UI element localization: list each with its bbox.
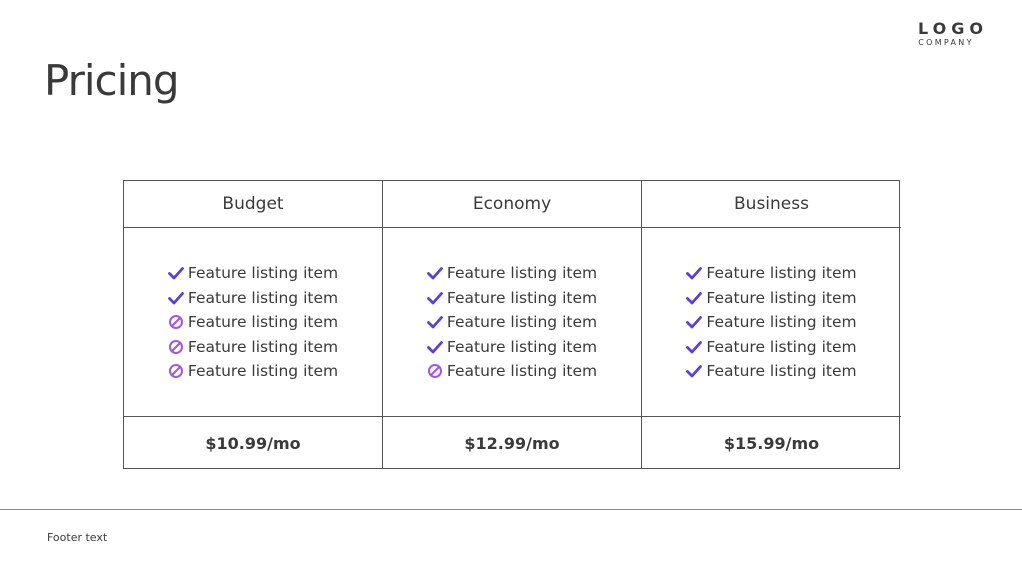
plan-price-business [642, 417, 901, 469]
footer-text: Footer text [47, 531, 108, 544]
feature-label: Feature listing item [446, 264, 598, 282]
feature-item [427, 313, 597, 332]
check-icon [686, 265, 702, 281]
feature-label: Feature listing item [187, 362, 339, 380]
feature-label: Feature listing item [706, 362, 857, 380]
price-label: $15.99/mo [723, 433, 820, 453]
plan-header-economy [383, 181, 642, 228]
feature-item [427, 337, 597, 356]
check-icon [686, 339, 702, 355]
plan-price-budget [124, 417, 383, 469]
feature-label: Feature listing item [446, 288, 598, 307]
logo-wordmark: LOGO [918, 19, 988, 38]
feature-label: Feature listing item [706, 288, 857, 307]
feature-label: Feature listing item [187, 313, 339, 331]
check-icon [427, 314, 443, 330]
feature-item [686, 313, 856, 332]
not-included-icon [427, 363, 443, 379]
feature-label: Feature listing item [187, 264, 339, 282]
footer-divider [0, 509, 1022, 510]
feature-label: Feature listing item [187, 337, 339, 356]
feature-label: Feature listing item [446, 362, 598, 380]
feature-item [168, 264, 338, 283]
page-title: Pricing [44, 56, 179, 105]
feature-list [427, 264, 597, 381]
check-icon [686, 363, 702, 379]
feature-item [168, 337, 338, 356]
feature-label: Feature listing item [187, 288, 339, 307]
feature-item [686, 337, 856, 356]
check-icon [427, 290, 443, 306]
feature-item [168, 362, 338, 381]
price-label: $10.99/mo [205, 433, 301, 453]
feature-label: Feature listing item [446, 337, 598, 356]
logo-subtitle: COMPANY [918, 38, 974, 47]
feature-item [427, 288, 597, 307]
pricing-table [123, 180, 900, 469]
check-icon [686, 314, 702, 330]
check-icon [168, 265, 184, 281]
feature-label: Feature listing item [706, 337, 857, 356]
check-icon [427, 265, 443, 281]
feature-label: Feature listing item [706, 264, 857, 282]
not-included-icon [168, 339, 184, 355]
feature-list [686, 264, 856, 381]
plan-features-budget [124, 228, 383, 417]
feature-item [427, 362, 597, 381]
feature-list [168, 264, 338, 381]
price-label: $12.99/mo [464, 433, 560, 453]
plan-header-budget [124, 181, 383, 228]
feature-label: Feature listing item [446, 313, 598, 331]
check-icon [427, 339, 443, 355]
feature-item [427, 264, 597, 283]
feature-item [686, 362, 856, 381]
feature-item [686, 288, 856, 307]
plan-features-business [642, 228, 901, 417]
feature-item [168, 288, 338, 307]
plan-price-economy [383, 417, 642, 469]
not-included-icon [168, 363, 184, 379]
plan-header-business [642, 181, 901, 228]
feature-item [168, 313, 338, 332]
check-icon [686, 290, 702, 306]
not-included-icon [168, 314, 184, 330]
feature-item [686, 264, 856, 283]
check-icon [168, 290, 184, 306]
plan-features-economy [383, 228, 642, 417]
plan-name: Budget [222, 194, 284, 214]
company-logo [913, 19, 988, 48]
plan-name: Business [734, 194, 809, 214]
plan-name: Economy [472, 194, 552, 214]
feature-label: Feature listing item [706, 313, 857, 331]
